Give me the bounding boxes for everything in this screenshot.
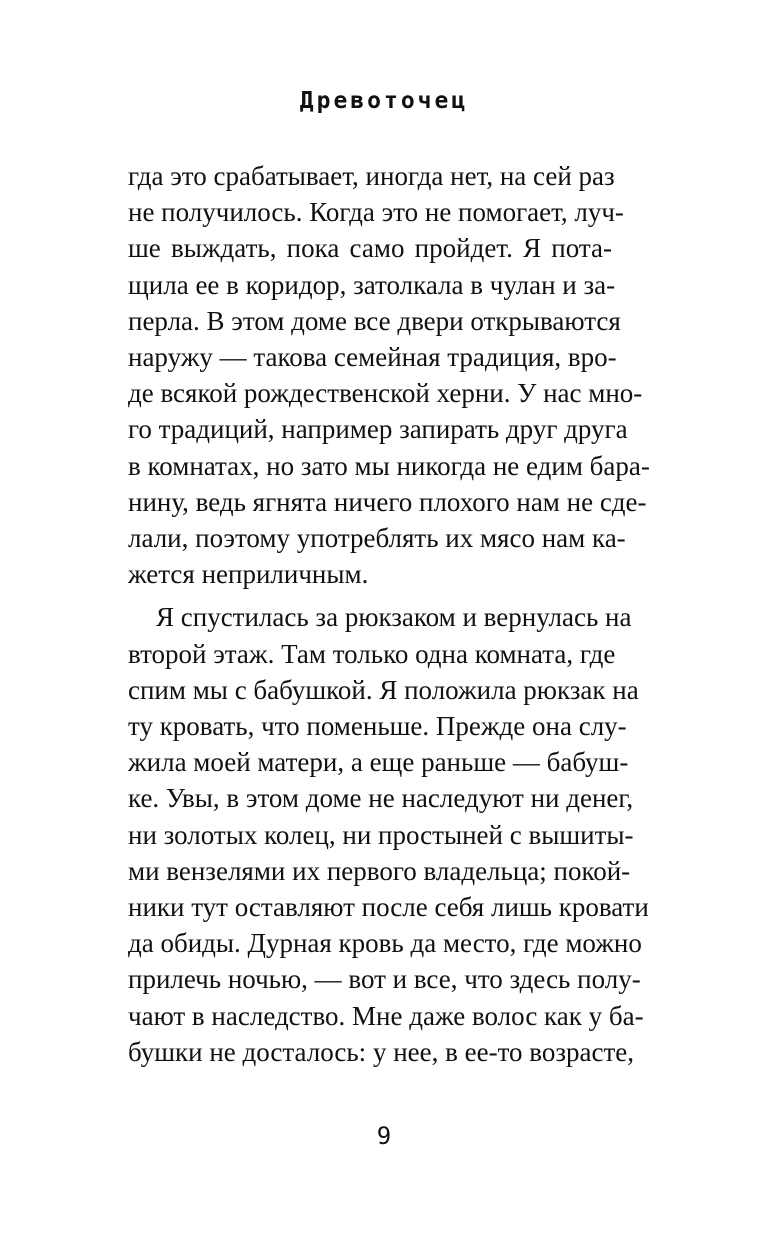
text-line: чают в наследство. Мне даже волос как у ба- bbox=[128, 1000, 644, 1031]
text-line: жется неприличным. bbox=[128, 559, 369, 590]
text-line: ники тут оставляют после себя лишь кровати bbox=[128, 892, 649, 923]
page-number: 9 bbox=[376, 1122, 392, 1150]
text-line: ке. Увы, в этом доме не наследуют ни денег, bbox=[128, 783, 634, 814]
text-line: ше выждать, пока само пройдет. Я пота- bbox=[128, 233, 612, 264]
running-title: Древоточец bbox=[299, 88, 469, 114]
text-line: ту кровать, что поменьше. Прежде она слу- bbox=[128, 711, 627, 742]
text-line: де всякой рождественской херни. У нас мно- bbox=[128, 378, 643, 409]
text-line: ми вензелями их первого владельца; покой- bbox=[128, 855, 631, 886]
text-line: наружу — такова семейная традиция, вро- bbox=[128, 342, 617, 373]
text-line: го традиций, например запирать друг друга bbox=[128, 414, 628, 445]
text-line: Я спустилась за рюкзаком и вернулась на bbox=[156, 602, 632, 633]
text-line: бушки не досталось: у нее, в ее-то возрасте, bbox=[128, 1036, 634, 1067]
body-text bbox=[128, 158, 650, 1070]
text-line: в комнатах, но зато мы никогда не едим бара- bbox=[128, 450, 650, 481]
paragraph bbox=[128, 158, 650, 592]
text-line: перла. В этом доме все двери открываются bbox=[128, 305, 621, 336]
text-line: ни золотых колец, ни простыней с вышиты- bbox=[128, 819, 634, 850]
text-line: спим мы с бабушкой. Я положила рюкзак на bbox=[128, 674, 639, 705]
text-line: второй этаж. Там только одна комната, где bbox=[128, 638, 616, 669]
text-line: щила ее в коридор, затолкала в чулан и за- bbox=[128, 269, 616, 300]
paragraph-gap bbox=[128, 592, 612, 599]
text-line: нину, ведь ягнята ничего плохого нам не сде- bbox=[128, 486, 647, 517]
text-line: прилечь ночью, — вот и все, что здесь полу- bbox=[128, 964, 641, 995]
text-line: жила моей матери, а еще раньше — бабуш- bbox=[128, 747, 629, 778]
text-line: да обиды. Дурная кровь да место, где можно bbox=[128, 928, 642, 959]
paragraph bbox=[128, 599, 649, 1070]
text-line: не получилось. Когда это не помогает, луч- bbox=[128, 197, 624, 228]
text-line: лали, поэтому употреблять их мясо нам ка- bbox=[128, 523, 626, 554]
text-line: гда это срабатывает, иногда нет, на сей раз bbox=[128, 161, 615, 191]
